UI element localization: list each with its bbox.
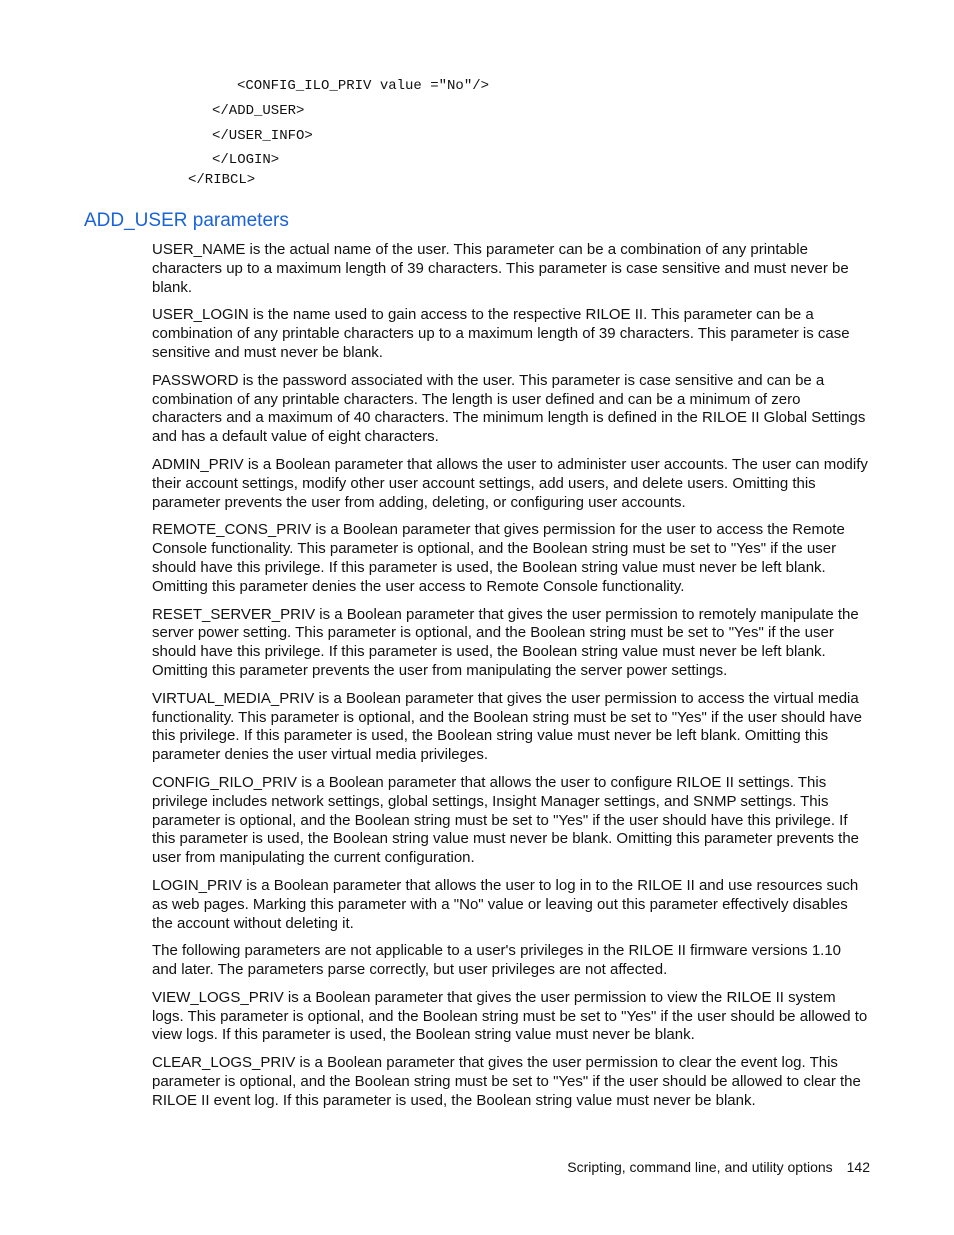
paragraph-view-logs-priv: VIEW_LOGS_PRIV is a Boolean parameter that gives the user permission to view the RILOE II system logs. This parameter is optional, and the Boolean string must be set to "Yes" if the user should be allowed to view logs. If this parameter is used, the Boolean string value must never be blank.	[152, 988, 868, 1044]
code-line-user-info-close: </USER_INFO>	[212, 128, 313, 144]
paragraph-config-rilo-priv: CONFIG_RILO_PRIV is a Boolean parameter that allows the user to configure RILOE II settings. This privilege includes network settings, global settings, Insight Manager settings, and SNMP settings. This parameter is optional, and the Boolean string must be set to "Yes" if the user should have this privilege. If this parameter is used, the Boolean string value must never be blank. Omitting this parameter prevents the user from manipulating the current configuration.	[152, 773, 860, 867]
paragraph-password: PASSWORD is the password associated with the user. This parameter is case sensitive and can be a combination of any printable characters. The length is user defined and can be a minimum of zero characters and a maximum of 40 characters. The minimum length is defined in the RILOE II Global Settings and has a default value of eight characters.	[152, 371, 866, 446]
paragraph-login-priv: LOGIN_PRIV is a Boolean parameter that allows the user to log in to the RILOE II and use resources such as web pages. Marking this parameter with a "No" value or leaving out this parameter effectively disables the account without deleting it.	[152, 876, 859, 932]
code-line-login-close: </LOGIN>	[212, 152, 280, 168]
paragraph-firmware-note: The following parameters are not applicable to a user's privileges in the RILOE II firmware versions 1.10 and later. The parameters parse correctly, but user privileges are not affected.	[152, 942, 842, 979]
paragraph-user-login: USER_LOGIN is the name used to gain access to the respective RILOE II. This parameter can be a combination of any printable characters up to a maximum length of 39 characters. This parameter is case sensitive and must never be blank.	[152, 306, 850, 361]
paragraph-reset-server-priv: RESET_SERVER_PRIV is a Boolean parameter that gives the user permission to remotely manipulate the server power setting. This parameter is optional, and the Boolean string must be set to "Yes" if the user should have this privilege. If this parameter is used, the Boolean string value must never be left blank. Omitting this parameter prevents the user from manipulating the server power settings.	[152, 605, 859, 679]
code-line-config-ilo-priv: <CONFIG_ILO_PRIV value ="No"/>	[237, 78, 490, 94]
paragraph-user-name: USER_NAME is the actual name of the user. This parameter can be a combination of any printable characters up to a maximum length of 39 characters. This parameter is case sensitive and must never be blank.	[152, 241, 849, 296]
paragraph-admin-priv: ADMIN_PRIV is a Boolean parameter that allows the user to administer user accounts. The user can modify their account settings, modify other user account settings, add users, and delete users. Omitting this parameter prevents the user from adding, deleting, or configuring user accounts.	[152, 455, 868, 511]
code-line-add-user-close: </ADD_USER>	[212, 103, 305, 119]
paragraph-virtual-media-priv: VIRTUAL_MEDIA_PRIV is a Boolean parameter that gives the user permission to access the virtual media functionality. This parameter is optional, and the Boolean string must be set to "Yes" if the user should have this privilege. If this parameter is used, the Boolean string value must never be left blank. Omitting this parameter denies the user virtual media privileges.	[152, 689, 862, 764]
footer-section-title: Scripting, command line, and utility options	[567, 1159, 833, 1175]
code-line-ribcl-close: </RIBCL>	[188, 172, 256, 188]
paragraph-remote-cons-priv: REMOTE_CONS_PRIV is a Boolean parameter that gives permission for the user to access the Remote Console functionality. This parameter is optional, and the Boolean string must be set to "Yes" if the user should have this privilege. If this parameter is used, the Boolean string value must never be left blank. Omitting this parameter denies the user access to Remote Console functionality.	[152, 521, 845, 595]
section-body	[152, 241, 870, 1120]
section-heading: ADD_USER parameters	[84, 210, 289, 231]
page-number: 142	[846, 1159, 870, 1175]
paragraph-clear-logs-priv: CLEAR_LOGS_PRIV is a Boolean parameter that gives the user permission to clear the event log. This parameter is optional, and the Boolean string must be set to "Yes" if the user should be allowed to clear the RILOE II event log. If this parameter is used, the Boolean string value must never be blank.	[152, 1054, 861, 1109]
page-footer	[567, 1158, 870, 1176]
